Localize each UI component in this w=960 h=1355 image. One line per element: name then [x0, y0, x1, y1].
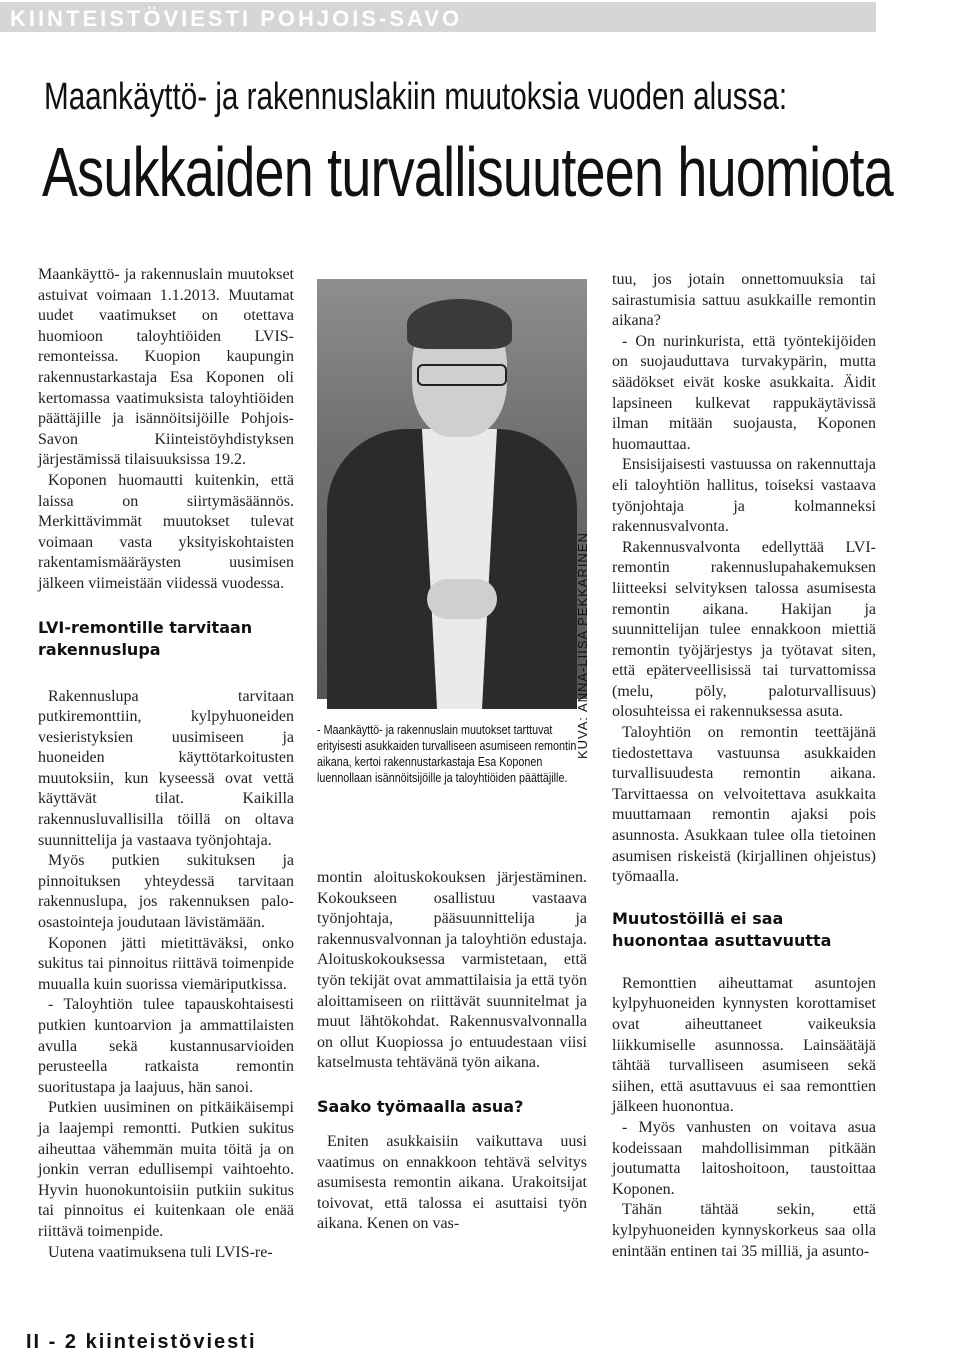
paragraph: Uutena vaatimuksena tuli LVIS-re-: [48, 1243, 273, 1261]
kicker-headline: Maankäyttö- ja rakennuslakiin muutoksia vuoden alussa:: [44, 76, 788, 118]
paragraph: Myös putkien sukituksen ja pinnoituksen yhteydessä tarvitaan rakennuslupa, jos rakennuksen palo-osastointeja joudutaan lävistämään.: [38, 852, 294, 932]
paragraph: - Myös vanhusten on voitava asua kodeissaan mahdollisimman pitkään joutumatta laitoshoitoon, taustoittaa Koponen.: [612, 1118, 876, 1198]
masthead-title: KIINTEISTÖVIESTI POHJOIS-SAVO: [10, 6, 463, 31]
paragraph: tuu, jos jotain onnettomuuksia tai sairastumisia sattuu asukkaille remontin aikana?: [612, 271, 876, 330]
paragraph: Koponen jätti mietittäväksi, onko sukitus tai pinnoitus riittävä toimenpide muualla kuin suorissa viemäriputkissa.: [38, 934, 294, 993]
paragraph: - Taloyhtiön tulee tapauskohtaisesti putkien kuntoarvion ja ammattilaisten avulla sekä kustannusarvioiden perusteella ratkaista remontin suoritustapa ja laajuus, hän sanoi.: [38, 996, 294, 1096]
column-2: [317, 868, 587, 1235]
subheading-saako-tyomaalla-asua: Saako työmaalla asua?: [317, 1096, 524, 1116]
paragraph: montin aloituskokouksen järjestäminen. Kokoukseen osallistuu vastaava työnjohtaja, pääsuunnittelija ja rakennusvalvonnan ja taloyhtiön edustaja. Aloituskokouksessa varmistetaan, että työn tekijät ovat ammattilaisia ja että työn aloittamiseen on riittävät suunnitelmat ja muut lähtökohdat. Rakennusvalvonnalla on ollut Kuopiossa jo entuudestaan viisi katselmusta tehtävänä työn aikana.: [317, 869, 587, 1072]
paragraph: Ensisijaisesti vastuussa on rakennuttaja eli taloyhtiön hallitus, toiseksi vastaava työnjohtaja ja kolmanneksi rakennusvalvonta.: [612, 456, 876, 536]
column-1: [38, 265, 294, 1263]
paragraph: Koponen huomautti kuitenkin, että laissa on siirtymäsäännös. Merkittävimmät muutokset tulevat voimaan vasta yksityiskohtaisten rakentamismääräysten uusimisen jälkeen viimeistään viidessä vuodessa.: [38, 471, 294, 592]
paragraph: Rakennuslupa tarvitaan putkiremonttiin, kylpyhuoneiden vesieristyksien uusimiseen ja huoneiden käyttötarkoitusten muutoksiin, kun kyseessä ovat vettä käyttävät tilat. Kaikilla rakennusluvallisilla töillä on oltava suunnittelija ja vastaava työnjohtaja.: [38, 687, 294, 849]
paragraph: Eniten asukkaisiin vaikuttava uusi vaatimus on ennakkoon tehtävä selvitys asumisesta remontin aikana. Urakoitsijat toivovat, että talossa ei asuttaisi työn aikana. Kenen on vas-: [317, 1132, 587, 1233]
paragraph: - On nurinkurista, että työntekijöiden on suojauduttava turvakypärin, mutta säädökset eivät koske asukkaita. Äidit lapsineen kulkevat rappukäytävissä ilman mitään suojausta, Koponen huomauttaa.: [612, 332, 876, 453]
subheading-rakennuslupa: LVI-remontille tarvitaan rakennuslupa: [38, 617, 253, 659]
subheading-muutostoilla: Muutostöillä ei saa huonontaa asuttavuutta: [612, 908, 832, 950]
paragraph: Rakennusvalvonta edellyttää LVI-remontin rakennuslupahakemuksen liitteeksi selvityksen talossa asumisesta remontin aikana. Hakijan ja suunnittelijan tulee ennakkoon miettiä remontin työjärjestys ja työtavat siten, että epäterveellisissä tai turvattomissa (melu, pöly, paloturvallisuus) olosuhteissa ei rakennuksessa asuta.: [612, 538, 876, 721]
page-folio: II - 2 kiinteistöviesti: [26, 1331, 257, 1353]
lead-paragraph: Maankäyttö- ja rakennuslain muutokset astuivat voimaan 1.1.2013. Muutamat uudet vaatimukset on otettava huomioon taloyhtiöiden LVIS-remonteissa. Kuopion kaupungin rakennustarkastaja Esa Koponen oli kertomassa vaatimuksista taloyhtiöiden päättäjille ja isännöitsijöille Pohjois-Savon Kiinteistöyhdistyksen järjestämissä tilaisuuksissa 19.2.: [38, 266, 294, 469]
paragraph: Taloyhtiön on remontin teettäjänä tiedostettava vastuunsa asukkaiden turvallisuudesta remontin aikana. Tarvittaessa on velvoitettava asukkaita muuttamaan remontin ajaksi pois asunnosta. Asukkaan tulee olla tietoinen asumisen riskeistä (kirjallinen ohjeistus) työmaalla.: [612, 724, 876, 886]
main-headline: Asukkaiden turvallisuuteen huomiota: [42, 133, 893, 211]
paragraph: Putkien uusiminen on pitkäikäisempi ja laajempi remontti. Putkien sukitus aiheuttaa vähemmän muita töitä ja on jonkin verran edullisempi vaihtoehto. Hyvin huonokuntoisiin putkiin sukitus tai pinnoitus ei kuitenkaan ole enää riittävä toimenpide.: [38, 1099, 294, 1240]
photo-credit: KUVA: ANNA-LIISA PEKKARINEN: [575, 532, 590, 759]
column-3: [612, 270, 876, 1262]
photo-caption: - Maankäyttö- ja rakennuslain muutokset tarttuvat erityisesti asukkaiden turvalliseen asumiseen remontin aikana, kertoi rakennustarkastaja Esa Koponen luennollaan isännöitsijöille ja taloyhtiöiden päättäjille.: [317, 723, 577, 785]
paragraph: Remonttien aiheuttamat asuntojen kylpyhuoneiden kynnysten korottamiset ovat aiheuttaneet vaikeuksia liikkumiselle asunnossa. Lainsäätäjä tähtää turvalliseen asumiseen sekä siihen, että asuttavuus ei saa remonttien jälkeen huonontua.: [612, 974, 876, 1116]
masthead-bar: [0, 2, 876, 32]
paragraph: Tähän tähtää sekin, että kylpyhuoneiden kynnyskorkeus saa olla enintään entinen tai 35 milliä, ja asunto-: [612, 1201, 876, 1260]
